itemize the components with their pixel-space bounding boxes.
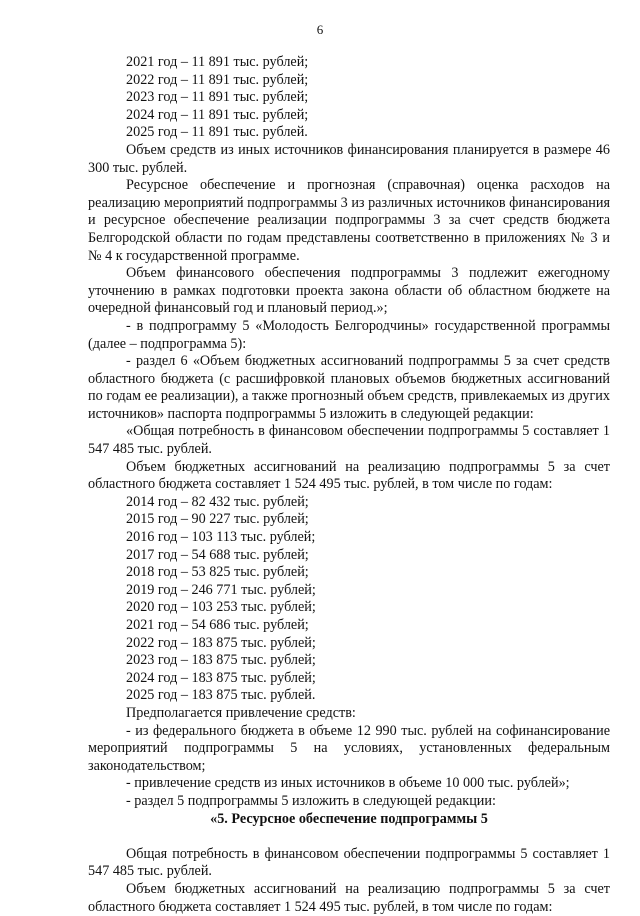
list-item: 2014 год – 82 432 тыс. рублей; (126, 493, 309, 510)
list-item: 2023 год – 11 891 тыс. рублей; (126, 89, 309, 106)
paragraph: - привлечение средств из иных источников в объеме 10 000 тыс. рублей»; (126, 775, 570, 792)
paragraph: - раздел 5 подпрограммы 5 изложить в следующей редакции: (126, 792, 496, 809)
list-item: 2019 год – 246 771 тыс. рублей; (126, 581, 316, 598)
funding-years-list-1 (88, 54, 610, 142)
paragraph: - из федерального бюджета в объеме 12 990 тыс. рублей на софинансирование мероприятий подпрограммы 5 на условиях, установленных федеральным законодательством; (88, 722, 610, 774)
list-item: 2022 год – 183 875 тыс. рублей; (126, 634, 316, 651)
funding-years-list-2 (88, 494, 610, 705)
section-heading: «5. Ресурсное обеспечение подпрограммы 5 (210, 810, 488, 827)
list-item: 2020 год – 103 253 тыс. рублей; (126, 599, 316, 616)
list-item: 2015 год – 90 227 тыс. рублей; (126, 511, 309, 528)
paragraph: Объем бюджетных ассигнований на реализацию подпрограммы 5 за счет областного бюджета составляет 1 524 495 тыс. рублей, в том числе по годам: (88, 880, 610, 915)
list-item: 2021 год – 54 686 тыс. рублей; (126, 617, 309, 633)
paragraph: - раздел 6 «Объем бюджетных ассигнований подпрограммы 5 за счет средств областного бюджета (с расшифровкой плановых объемов бюджетных ассигнований по годам ее реализации), а также прогнозный объем средств, привлекаемых из других источников» паспорта подпрограммы 5 изложить в следующей редакции: (88, 353, 610, 422)
list-item: 2024 год – 11 891 тыс. рублей; (126, 106, 309, 123)
paragraph: Предполагается привлечение средств: (126, 704, 356, 721)
list-item: 2025 год – 11 891 тыс. рублей. (126, 124, 308, 141)
paragraph: Объем финансового обеспечения подпрограммы 3 подлежит ежегодному уточнению в рамках подготовки проекта закона области об областном бюджете на очередной финансовый год и плановый период.»; (88, 265, 610, 317)
list-item: 2023 год – 183 875 тыс. рублей; (126, 652, 316, 669)
paragraph: Общая потребность в финансовом обеспечении подпрограммы 5 составляет 1 547 485 тыс. рублей. (88, 845, 610, 880)
document-body (88, 54, 610, 916)
list-item: 2022 год – 11 891 тыс. рублей; (126, 71, 309, 88)
list-item: 2021 год – 11 891 тыс. рублей; (126, 54, 309, 70)
paragraph: - в подпрограмму 5 «Молодость Белгородчины» государственной программы (далее – подпрограмма 5): (88, 317, 610, 352)
paragraph: «Общая потребность в финансовом обеспечении подпрограммы 5 составляет 1 547 485 тыс. рублей. (88, 423, 610, 458)
paragraph: Ресурсное обеспечение и прогнозная (справочная) оценка расходов на реализацию мероприятий подпрограммы 3 из различных источников финансирования и ресурсное обеспечение реализации подпрограммы 3 за счет средств бюджета Белгородской области по годам представлены соответственно в приложениях № 3 и № 4 к государственной программе. (88, 177, 610, 264)
list-item: 2018 год – 53 825 тыс. рублей; (126, 564, 309, 581)
spacer (88, 828, 610, 846)
list-item: 2025 год – 183 875 тыс. рублей. (126, 687, 316, 704)
paragraph: Объем бюджетных ассигнований на реализацию подпрограммы 5 за счет областного бюджета составляет 1 524 495 тыс. рублей, в том числе по годам: (88, 458, 610, 493)
paragraph: Объем средств из иных источников финансирования планируется в размере 46 300 тыс. рублей. (88, 141, 610, 176)
list-item: 2024 год – 183 875 тыс. рублей; (126, 669, 316, 686)
list-item: 2016 год – 103 113 тыс. рублей; (126, 529, 316, 546)
list-item: 2017 год – 54 688 тыс. рублей; (126, 546, 309, 563)
page-number: 6 (316, 22, 324, 37)
